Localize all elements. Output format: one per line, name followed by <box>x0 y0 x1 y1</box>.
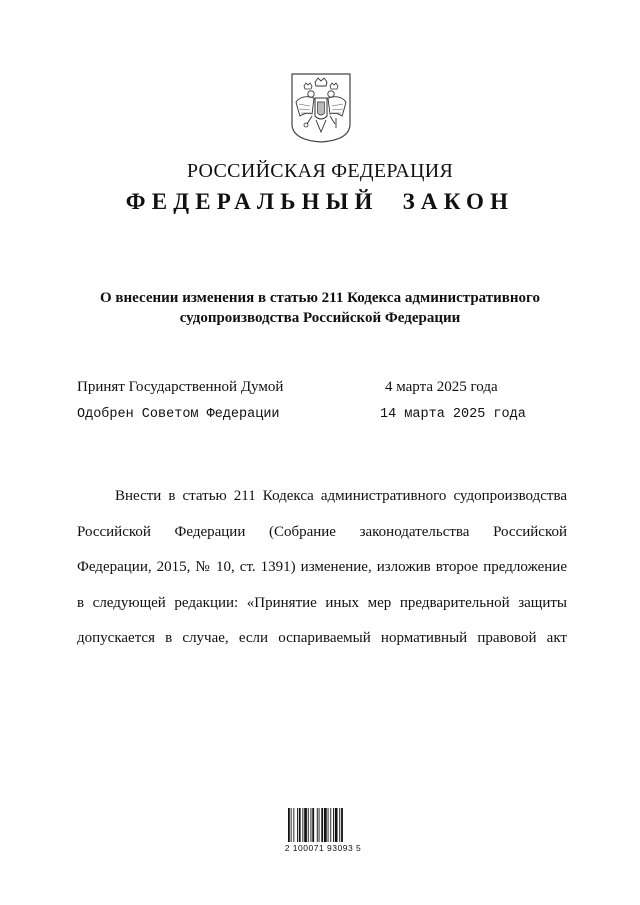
country-heading: РОССИЙСКАЯ ФЕДЕРАЦИЯ <box>186 160 454 182</box>
document-type-heading: ФЕДЕРАЛЬНЫЙ ЗАКОН <box>125 189 515 214</box>
barcode-bar <box>293 808 294 842</box>
barcode-bar <box>304 808 307 842</box>
council-approval-label: Одобрен Советом Федерации <box>77 407 280 422</box>
law-title <box>60 288 580 328</box>
coat-of-arms-emblem <box>290 72 352 144</box>
barcode-bar <box>341 808 343 842</box>
barcode-bar <box>317 808 318 842</box>
barcode-bar <box>288 808 290 842</box>
barcode-number: 2 100071 93093 5 <box>284 843 362 853</box>
barcode-bars <box>287 808 359 842</box>
barcode-bar <box>321 808 323 842</box>
barcode-bar <box>311 808 312 842</box>
duma-adoption-date: 4 марта 2025 года <box>385 379 498 395</box>
document-barcode <box>278 808 368 853</box>
barcode-bar <box>335 808 338 842</box>
body-line-2: Российской Федерации (Собрание законодательства Российской <box>77 523 567 540</box>
barcode-bar <box>324 808 327 842</box>
body-line-1: Внести в статью 211 Кодекса административного судопроизводства <box>115 488 567 504</box>
barcode-bar <box>330 808 331 842</box>
barcode-bar <box>299 808 301 842</box>
barcode-bar <box>339 808 340 842</box>
barcode-bar <box>302 808 303 842</box>
law-title-line-2: судопроизводства Российской Федерации <box>179 310 461 326</box>
barcode-bar <box>319 808 320 842</box>
council-approval-date: 14 марта 2025 года <box>380 407 526 422</box>
body-line-5: допускается в случае, если оспариваемый нормативный правовой акт <box>77 630 567 646</box>
body-line-3: Федерации, 2015, № 10, ст. 1391) изменение, изложив второе предложение <box>77 559 567 575</box>
body-line-4: в следующей редакции: «Принятие иных мер предварительной защиты <box>77 594 567 611</box>
barcode-bar <box>291 808 292 842</box>
law-body-text <box>77 479 567 657</box>
barcode-bar <box>297 808 298 842</box>
barcode-bar <box>308 808 309 842</box>
law-title-line-1: О внесении изменения в статью 211 Кодекса административного <box>100 290 540 306</box>
barcode-bar <box>328 808 329 842</box>
duma-adoption-label: Принят Государственной Думой <box>77 379 284 395</box>
barcode-bar <box>333 808 334 842</box>
barcode-bar <box>312 808 314 842</box>
